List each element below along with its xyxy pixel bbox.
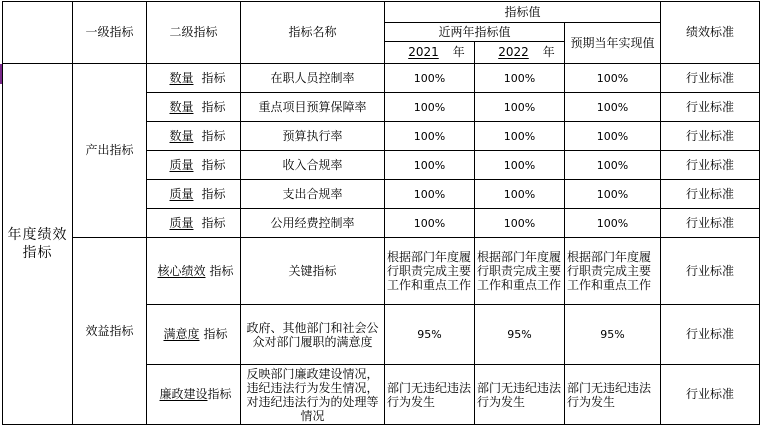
row-type-cell: [147, 180, 241, 209]
header-year2: [475, 42, 565, 64]
row-expected: 100%: [565, 209, 661, 238]
row-standard: 行业标准: [661, 93, 760, 122]
row-type-suffix: 指标: [201, 70, 226, 85]
row-expected: 100%: [565, 151, 661, 180]
header-expected: 预期当年实现值: [565, 23, 661, 64]
row-2021: 100%: [385, 209, 475, 238]
row-type: 数量: [169, 128, 194, 143]
row-2022: 100%: [475, 151, 565, 180]
header-standard: 绩效标准: [661, 2, 760, 64]
row-type: 数量: [169, 70, 194, 85]
row-type-cell: [147, 238, 241, 305]
row-2021: 部门无违纪违法行为发生: [385, 365, 475, 425]
row-expected: 100%: [565, 180, 661, 209]
header-level1: 一级指标: [73, 2, 147, 64]
row-name: 政府、其他部门和社会公众对部门履职的满意度: [241, 305, 385, 365]
row-standard: 行业标准: [661, 209, 760, 238]
row-expected: 95%: [565, 305, 661, 365]
row-name: 公用经费控制率: [241, 209, 385, 238]
row-name: 预算执行率: [241, 122, 385, 151]
row-2021: 100%: [385, 64, 475, 93]
row-type-suffix: 指标: [201, 99, 226, 114]
row-2022: 部门无违纪违法行为发生: [475, 365, 565, 425]
row-expected: 100%: [565, 93, 661, 122]
row-type-suffix: 指标: [201, 157, 226, 172]
section-label: 年度绩效指标: [3, 64, 73, 425]
row-type-suffix: 指标: [203, 327, 228, 341]
header-name: 指标名称: [241, 2, 385, 64]
row-standard: 行业标准: [661, 122, 760, 151]
row-type-suffix: 指标: [201, 186, 226, 201]
row-expected: 根据部门年度履行职责完成主要工作和重点工作: [565, 238, 661, 305]
row-type-cell: [147, 305, 241, 365]
group-output-label: 产出指标: [73, 64, 147, 238]
row-name: 收入合规率: [241, 151, 385, 180]
row-standard: 行业标准: [661, 180, 760, 209]
row-type-cell: [147, 365, 241, 425]
row-type-suffix: 指标: [201, 215, 226, 230]
row-type: 廉政建设: [159, 387, 208, 401]
row-type: 数量: [169, 99, 194, 114]
row-type-cell: [147, 151, 241, 180]
year2-suffix: 年: [542, 45, 555, 59]
group-benefit-label: 效益指标: [73, 238, 147, 425]
row-name: 在职人员控制率: [241, 64, 385, 93]
row-standard: 行业标准: [661, 365, 760, 425]
year2-value: 2022: [498, 45, 529, 59]
row-2021: 根据部门年度履行职责完成主要工作和重点工作: [385, 238, 475, 305]
row-2022: 100%: [475, 209, 565, 238]
row-type-cell: [147, 93, 241, 122]
row-standard: 行业标准: [661, 305, 760, 365]
row-2022: 100%: [475, 122, 565, 151]
row-2021: 100%: [385, 122, 475, 151]
row-2022: 95%: [475, 305, 565, 365]
row-2022: 根据部门年度履行职责完成主要工作和重点工作: [475, 238, 565, 305]
header-year1: [385, 42, 475, 64]
row-2022: 100%: [475, 180, 565, 209]
row-name: 重点项目预算保障率: [241, 93, 385, 122]
row-type-cell: [147, 64, 241, 93]
row-type-suffix: 指标: [207, 387, 232, 401]
row-name: 反映部门廉政建设情况，违纪违法行为发生情况，对违纪违法行为的处理等情况: [241, 365, 385, 425]
row-type: 质量: [169, 215, 194, 230]
row-standard: 行业标准: [661, 151, 760, 180]
header-value: 指标值: [385, 2, 661, 23]
row-2022: 100%: [475, 93, 565, 122]
row-name: 支出合规率: [241, 180, 385, 209]
row-2021: 100%: [385, 180, 475, 209]
row-type: 核心绩效: [157, 263, 206, 278]
row-name: 关键指标: [241, 238, 385, 305]
row-expected: 部门无违纪违法行为发生: [565, 365, 661, 425]
performance-indicator-table: [2, 1, 760, 425]
row-type: 质量: [169, 157, 194, 172]
row-type-suffix: 指标: [209, 263, 234, 278]
row-standard: 行业标准: [661, 64, 760, 93]
row-expected: 100%: [565, 122, 661, 151]
row-2021: 95%: [385, 305, 475, 365]
header-level2: 二级指标: [147, 2, 241, 64]
year1-value: 2021: [408, 45, 439, 59]
row-2022: 100%: [475, 64, 565, 93]
row-type-cell: [147, 122, 241, 151]
row-type-cell: [147, 209, 241, 238]
year1-suffix: 年: [452, 45, 465, 59]
corner-cell: [3, 2, 73, 64]
row-standard: 行业标准: [661, 238, 760, 305]
row-expected: 100%: [565, 64, 661, 93]
header-recent: 近两年指标值: [385, 23, 565, 42]
row-type: 质量: [169, 186, 194, 201]
row-2021: 100%: [385, 151, 475, 180]
row-type-suffix: 指标: [201, 128, 226, 143]
row-type: 满意度: [163, 327, 200, 341]
row-2021: 100%: [385, 93, 475, 122]
